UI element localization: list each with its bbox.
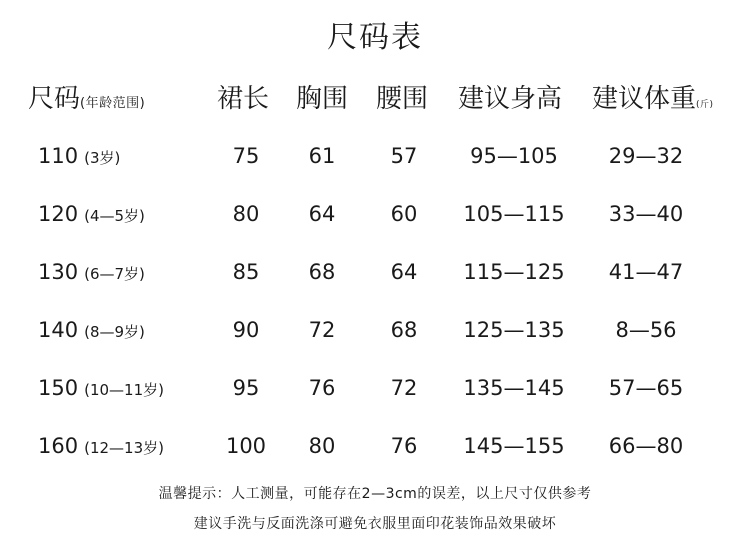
header-height: 建议身高	[458, 84, 563, 114]
size-value: 110	[38, 144, 79, 168]
header-waist: 腰围	[376, 84, 429, 114]
chest-cell: 72	[308, 318, 336, 342]
height-cell: 105—115	[463, 202, 565, 226]
size-cell	[38, 202, 145, 226]
waist-cell: 57	[390, 144, 418, 168]
size-cell	[38, 260, 145, 284]
size-value: 150	[38, 376, 79, 400]
chest-cell: 76	[308, 376, 336, 400]
size-cell	[38, 434, 164, 458]
age-range: (8—9岁)	[84, 323, 145, 341]
size-value: 120	[38, 202, 79, 226]
size-cell	[38, 376, 164, 400]
height-cell: 115—125	[463, 260, 565, 284]
skirt-length-cell: 90	[232, 318, 260, 342]
page-title: 尺码表	[327, 20, 423, 55]
weight-cell: 33—40	[608, 202, 684, 226]
header-size	[28, 78, 145, 115]
skirt-length-cell: 75	[232, 144, 260, 168]
waist-cell: 60	[390, 202, 418, 226]
weight-cell: 29—32	[608, 144, 684, 168]
height-cell: 145—155	[463, 434, 565, 458]
notice-text: 温馨提示：人工测量，可能存在2—3cm的误差，以上尺寸仅供参考	[158, 486, 592, 502]
size-value: 140	[38, 318, 79, 342]
header-weight-label: 建议体重	[592, 84, 697, 114]
chest-cell: 64	[308, 202, 336, 226]
header-skirt-length: 裙长	[217, 84, 270, 114]
header-chest: 胸围	[296, 84, 349, 114]
size-value: 160	[38, 434, 79, 458]
weight-cell: 8—56	[615, 318, 677, 342]
header-weight-unit: (斤)	[696, 100, 714, 110]
weight-cell: 66—80	[608, 434, 684, 458]
chest-cell: 61	[308, 144, 336, 168]
skirt-length-cell: 95	[232, 376, 260, 400]
header-size-label: 尺码	[28, 84, 81, 114]
weight-cell: 57—65	[608, 376, 684, 400]
skirt-length-cell: 80	[232, 202, 260, 226]
waist-cell: 64	[390, 260, 418, 284]
height-cell: 95—105	[470, 144, 558, 168]
age-range: (10—11岁)	[84, 381, 164, 399]
header-weight	[592, 78, 714, 115]
age-range: (3岁)	[84, 149, 121, 167]
size-cell	[38, 144, 120, 168]
size-cell	[38, 318, 145, 342]
height-cell: 135—145	[463, 376, 565, 400]
age-range: (12—13岁)	[84, 439, 164, 457]
waist-cell: 72	[390, 376, 418, 400]
waist-cell: 76	[390, 434, 418, 458]
chest-cell: 68	[308, 260, 336, 284]
height-cell: 125—135	[463, 318, 565, 342]
size-value: 130	[38, 260, 79, 284]
skirt-length-cell: 100	[225, 434, 267, 458]
skirt-length-cell: 85	[232, 260, 260, 284]
chest-cell: 80	[308, 434, 336, 458]
header-size-sub: (年龄范围)	[80, 96, 146, 111]
age-range: (4—5岁)	[84, 207, 145, 225]
care-text: 建议手洗与反面洗涤可避免衣服里面印花装饰品效果破坏	[193, 516, 557, 532]
age-range: (6—7岁)	[84, 265, 145, 283]
waist-cell: 68	[390, 318, 418, 342]
weight-cell: 41—47	[608, 260, 684, 284]
